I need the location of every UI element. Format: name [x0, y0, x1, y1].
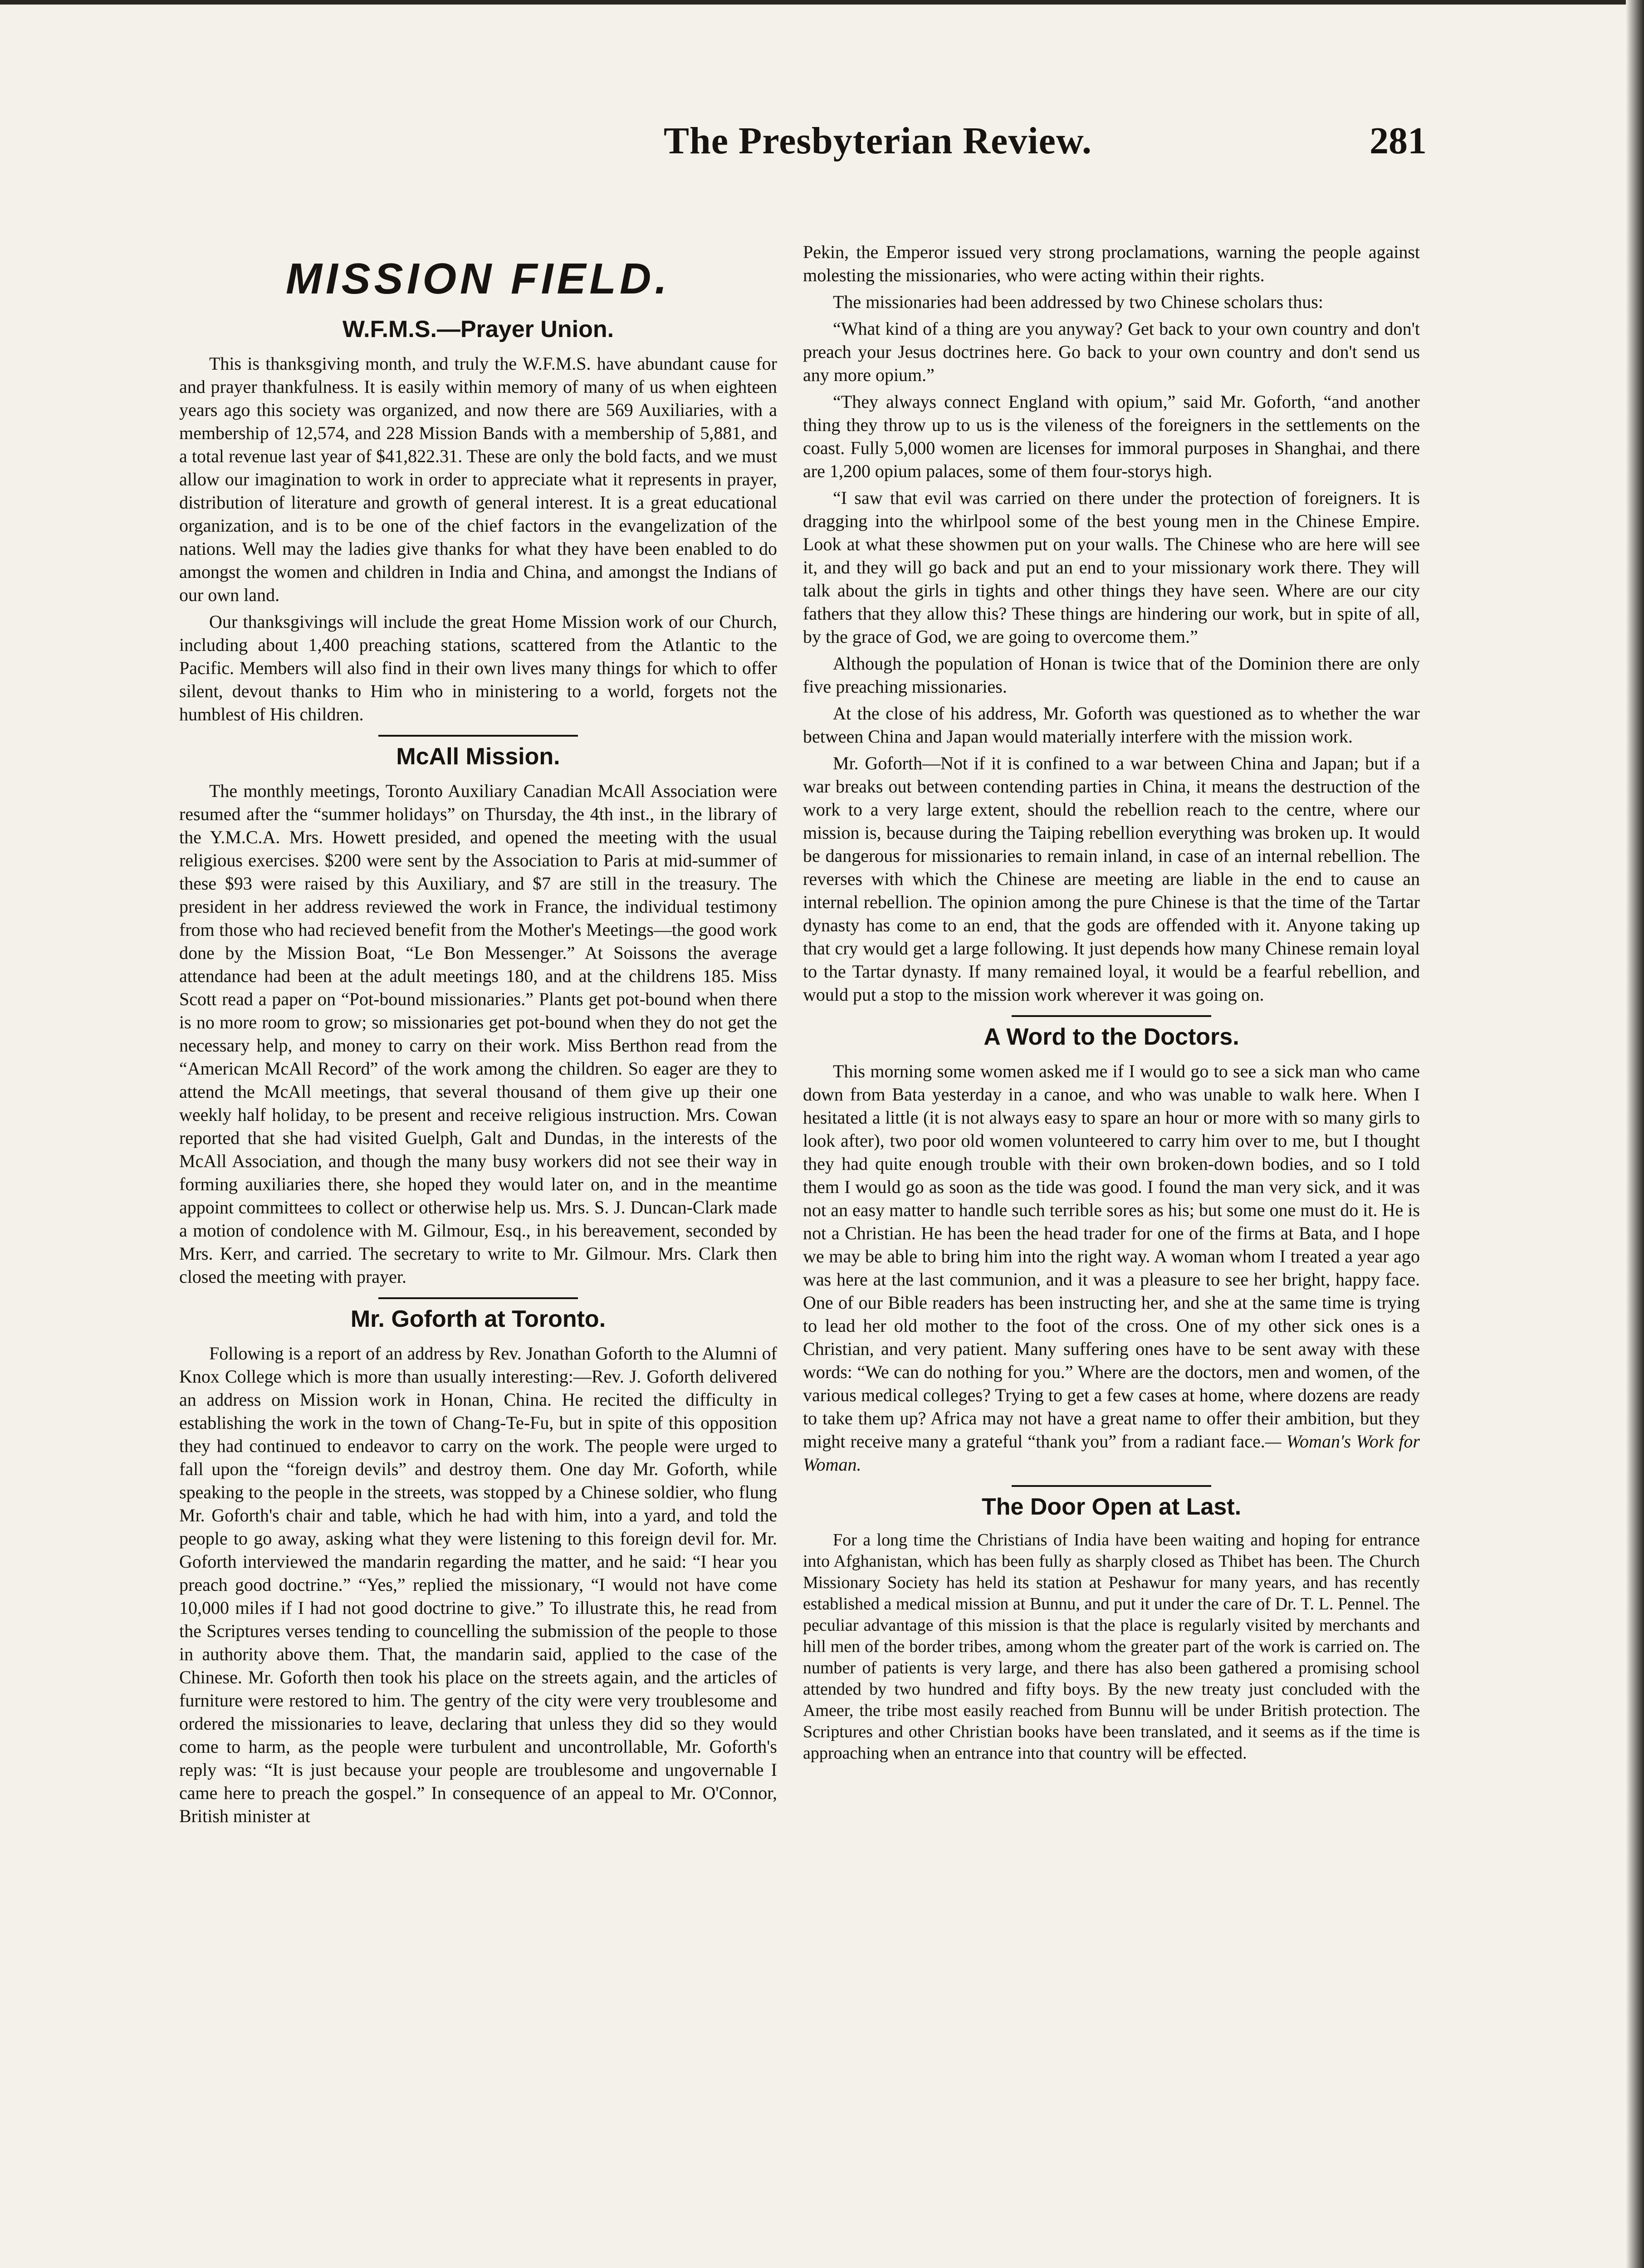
goforth-continued-4: “They always connect England with opium,” said Mr. Goforth, “and another thing they throw up to us is the vileness of the foreigners in the settlements on the coast. Fully 5,000 women are licenses for immoral purposes in Shanghai, and there are 1,200 opium palaces, some of them four-storys high.: [803, 391, 1420, 481]
wfms-paragraph-1: This is thanksgiving month, and truly the W.F.M.S. have abundant cause for and prayer thankfulness. It is easily within memory of many of us when eighteen years ago this society was organized, and now there are 569 Auxiliaries, with a membership of 12,574, and 228 Mission Bands with a membership of 5,881, and a total revenue last year of $41,822.31. These are only the bold facts, and we must allow our imagination to work in order to appreciate what it represents in prayer, distribution of literature and growth of general interest. It is a great educational organization, and is to be one of the chief factors in the evangelization of the nations. Well may the ladies give thanks for what they have been enabled to do amongst the women and children in India and China, and amongst the Indians of our own land.: [179, 353, 777, 605]
left-column: [179, 236, 777, 1831]
doctors-body: This morning some women asked me if I would go to see a sick man who came down from Bata yesterday in a canoe, and who was unable to walk here. When I hesitated a little (it is not always easy to spare an hour or more with so many girls to look after), two poor old women volunteered to carry him over to me, but I thought they had quite enough trouble with their own broken-down bodies, and so I told them I would go as soon as the tide was good. I found the man very sick, and it was not an easy matter to handle such terrible sores as his; but some one must do it. He is not a Christian. He has been the head trader for one of the firms at Bata, and I hope we may be able to bring him into the right way. A woman whom I treated a year ago was here at the last communion, and it was a pleasure to see her bright, happy face. One of our Bible readers has been instructing her, and she at the same time is trying to lead her old mother to the foot of the cross. One of my other sick ones is a Christian, and very patient. Many suffering ones have to be sent away with these words: “We can do nothing for you.” Where are the doctors, men and women, of the various medical colleges? Trying to get a few cases at home, where dozens are ready to take them up? Africa may not have a great name to offer their ambition, but they might receive many a grateful “thank you” from a radiant face.: [803, 1061, 1420, 1452]
wfms-paragraph-2: Our thanksgivings will include the great Home Mission work of our Church, including about 1,400 preaching stations, scattered from the Atlantic to the Pacific. Members will also find in their own lives many things for which to offer silent, devout thanks to Him who in ministering to a world, forgets not the humblest of His children.: [179, 611, 777, 724]
mcall-heading: McAll Mission.: [396, 743, 560, 770]
goforth-continued-1: Pekin, the Emperor issued very strong proclamations, warning the people against molesting the missionaries, who were acting within their rights.: [803, 242, 1420, 285]
goforth-continued-6: Although the population of Honan is twice that of the Dominion there are only five preaching missionaries.: [803, 653, 1420, 697]
goforth-heading: Mr. Goforth at Toronto.: [350, 1306, 606, 1332]
top-edge-line: [0, 0, 1644, 5]
doctors-heading: A Word to the Doctors.: [983, 1024, 1239, 1050]
doctors-source: — Woman's Work for Woman.: [803, 1431, 1420, 1475]
goforth-continued-5: “I saw that evil was carried on there under the protection of foreigners. It is dragging into the whirlpool some of the best young men in the Chinese Empire. Look at what these showmen put on your walls. The Chinese who are here will see it, and they will go back and put an end to your missionary work there. They will talk about the girls in tights and other things they have seen. Where are our city fathers that they allow this? These things are hindering our work, but in spite of all, by the grace of God, we are going to overcome them.”: [803, 488, 1420, 647]
wfms-heading: W.F.M.S.—Prayer Union.: [342, 316, 614, 342]
journal-title: The Presbyterian Review.: [664, 120, 1092, 162]
doctors-paragraph-1: [803, 1060, 1420, 1476]
goforth-continued-3: “What kind of a thing are you anyway? Get back to your own country and don't preach your Jesus doctrines here. Go back to your own country and don't send us any more opium.”: [803, 318, 1420, 385]
door-paragraph-1: For a long time the Christians of India have been waiting and hoping for entrance into Afghanistan, which has been fully as sharply closed as Thibet has been. The Church Missionary Society has held its station at Peshawur for many years, and has recently established a medical mission at Bunnu, and put it under the care of Dr. T. L. Pennel. The peculiar advantage of this mission is that the place is regularly visited by merchants and hill men of the border tribes, among whom the greater part of the work is carried on. The number of patients is very large, and there has also been gathered a promising school attended by two hundred and fifty boys. By the new treaty just concluded with the Ameer, the tribe most easily reached from Bunnu will be under British protection. The Scriptures and other Christian books have been translated, and it seems as if the time is approaching when an entrance into that country will be effected.: [803, 1530, 1420, 1763]
section-banner: MISSION FIELD.: [285, 254, 671, 303]
divider-rule: [1012, 1015, 1211, 1017]
divider-rule: [378, 735, 578, 737]
running-header: [318, 119, 1438, 169]
door-heading: The Door Open at Last.: [981, 1494, 1242, 1520]
goforth-continued-8: Mr. Goforth—Not if it is confined to a war between China and Japan; but if a war breaks out between contending parties in China, it means the destruction of the work to a very large extent, should the rebellion reach to the centre, where our mission is, because during the Taiping rebellion everything was broken up. It would be dangerous for missionaries to remain inland, in case of an internal rebellion. The reverses with which the Chinese are meeting are liable in the end to cause an internal rebellion. The opinion among the pure Chinese is that the time of the Tartar dynasty has come to an end, that the gods are offended with it. Anyone taking up that cry would get a large following. It just depends how many Chinese remain loyal to the Tartar dynasty. If many remained loyal, it would be a fearful rebellion, and would put a stop to the mission work wherever it was going on.: [803, 753, 1420, 1005]
divider-rule: [1012, 1485, 1211, 1487]
right-column: [803, 240, 1420, 1768]
goforth-paragraph-1: Following is a report of an address by Rev. Jonathan Goforth to the Alumni of Knox College which is more than usually interesting:—Rev. J. Goforth delivered an address on Mission work in Honan, China. He recited the difficulty in establishing the work in the town of Chang-Te-Fu, but in spite of this opposition they had continued to endeavor to carry on the work. The people were urged to fall upon the “foreign devils” and destroy them. One day Mr. Goforth, while speaking to the people in the streets, was stopped by a Chinese soldier, who flung Mr. Goforth's chair and table, which he had with him, into a yard, and told the people to go away, asking what they were listening to this foreign devil for. Mr. Goforth interviewed the mandarin regarding the matter, and he said: “I hear you preach good doctrine.” “Yes,” replied the missionary, “I would not have come 10,000 miles if I had not good doctrine to give.” To illustrate this, he read from the Scriptures verses tending to councelling the submission of the people to those in authority above them. That, the mandarin said, applied to the case of the Chinese. Mr. Goforth then took his place on the streets again, and the articles of furniture were restored to him. The gentry of the city were very troublesome and ordered the missionaries to leave, declaring that unless they did so they would come to harm, as the people were turbulent and uncontrollable, Mr. Goforth's reply was: “It is just because your people are troublesome and ungovernable I came here to preach the gospel.” In consequence of an appeal to Mr. O'Connor, British minister at: [179, 1343, 777, 1826]
right-page-edge: [1626, 0, 1644, 2268]
goforth-continued-2: The missionaries had been addressed by two Chinese scholars thus:: [833, 292, 1323, 312]
page-number: 281: [1370, 120, 1427, 162]
goforth-continued-7: At the close of his address, Mr. Goforth was questioned as to whether the war between China and Japan would materially interfere with the mission work.: [803, 703, 1420, 747]
divider-rule: [378, 1297, 578, 1299]
mcall-paragraph-1: The monthly meetings, Toronto Auxiliary Canadian McAll Association were resumed after the “summer holidays” on Thursday, the 4th inst., in the library of the Y.M.C.A. Mrs. Howett presided, and opened the meeting with the usual religious exercises. $200 were sent by the Association to Paris at mid-summer of these $93 were raised by this Auxiliary, and $7 are still in the treasury. The president in her address reviewed the work in France, the individual testimony from those who had recieved benefit from the Mother's Meetings—the good work done by the Mission Boat, “Le Bon Messenger.” At Soissons the average attendance had been at the adult meetings 180, and at the childrens 185. Miss Scott read a paper on “Pot-bound missionaries.” Plants get pot-bound when there is no more room to grow; so missionaries get pot-bound when they do not get the necessary help, and money to carry on their work. Miss Berthon read from the “American McAll Record” of the work among the children. So eager are they to attend the McAll meetings, that several thousand of them give up their one weekly half holiday, to be present and receive religious instruction. Mrs. Cowan reported that she had visited Guelph, Galt and Dundas, in the interests of the McAll Association, and though the many busy workers did not see their way in forming auxiliaries there, she hoped they would later on, and in the meantime appoint committees to collect or otherwise help us. Mrs. S. J. Duncan-Clark made a motion of condolence with M. Gilmour, Esq., in his bereavement, seconded by Mrs. Kerr, and carried. The secretary to write to Mr. Gilmour. Mrs. Clark then closed the meeting with prayer.: [179, 781, 777, 1287]
